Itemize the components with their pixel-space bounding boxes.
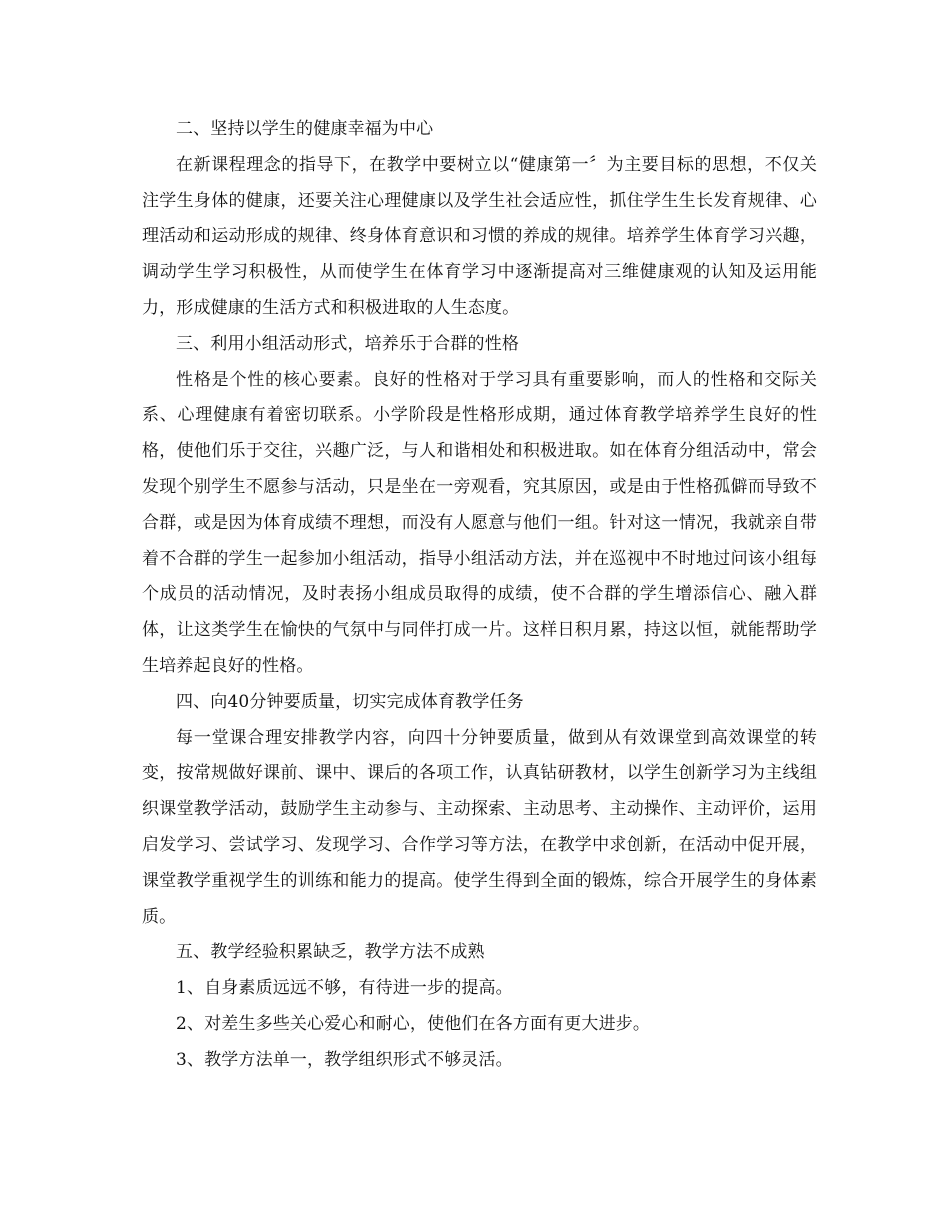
problem-item-3: 3、教学方法单一，教学组织形式不够灵活。: [176, 1049, 513, 1070]
section-heading-5: 五、教学经验积累缺乏，教学方法不成熟: [176, 942, 485, 963]
section-heading-3: 三、利用小组活动形式，培养乐于合群的性格: [176, 333, 519, 354]
section-paragraph-2: 在新课程理念的指导下，在教学中要树立以“健康第一〞为主要目标的思想，不仅关注学生身体的健康，还要关注心理健康以及学生社会适应性，抓住学生生长发育规律、心理活动和运动形成的规律、终身体育意识和习惯的养成的规律。培养学生体育学习兴趣，调动学生学习积极性，从而使学生在体育学习中逐渐提高对三维健康观的认知及运用能力，形成健康的生活方式和积极进取的人生态度。: [142, 154, 817, 318]
problem-item-2: 2、对差生多些关心爱心和耐心，使他们在各方面有更大进步。: [176, 1013, 651, 1034]
section-paragraph-4: 每一堂课合理安排教学内容，向四十分钟要质量，做到从有效课堂到高效课堂的转变，按常规做好课前、课中、课后的各项工作，认真钻研教材，以学生创新学习为主线组织课堂教学活动，鼓励学生主动参与、主动探索、主动思考、主动操作、主动评价，运用启发学习、尝试学习、发现学习、合作学习等方法，在教学中求创新，在活动中促开展，课堂教学重视学生的训练和能力的提高。使学生得到全面的锻炼，综合开展学生的身体素质。: [142, 727, 817, 927]
problem-item-1: 1、自身素质远远不够，有待进一步的提高。: [176, 978, 513, 999]
section-paragraph-3: 性格是个性的核心要素。良好的性格对于学习具有重要影响，而人的性格和交际关系、心理健康有着密切联系。小学阶段是性格形成期，通过体育教学培养学生良好的性格，使他们乐于交往，兴趣广泛，与人和谐相处和积极进取。如在体育分组活动中，常会发现个别学生不愿参与活动，只是坐在一旁观看，究其原因，或是由于性格孤僻而导致不合群，或是因为体育成绩不理想，而没有人愿意与他们一组。针对这一情况，我就亲自带着不合群的学生一起参加小组活动，指导小组活动方法，并在巡视中不时地过问该小组每个成员的活动情况，及时表扬小组成员取得的成绩，使不合群的学生增添信心、融入群体，让这类学生在愉快的气氛中与同伴打成一片。这样日积月累，持这以恒，就能帮助学生培养起良好的性格。: [142, 369, 817, 676]
section-heading-2: 二、坚持以学生的健康幸福为中心: [176, 119, 434, 139]
section-heading-4: 四、向40分钟要质量，切实完成体育教学任务: [176, 691, 524, 712]
document-body: [142, 112, 817, 1079]
